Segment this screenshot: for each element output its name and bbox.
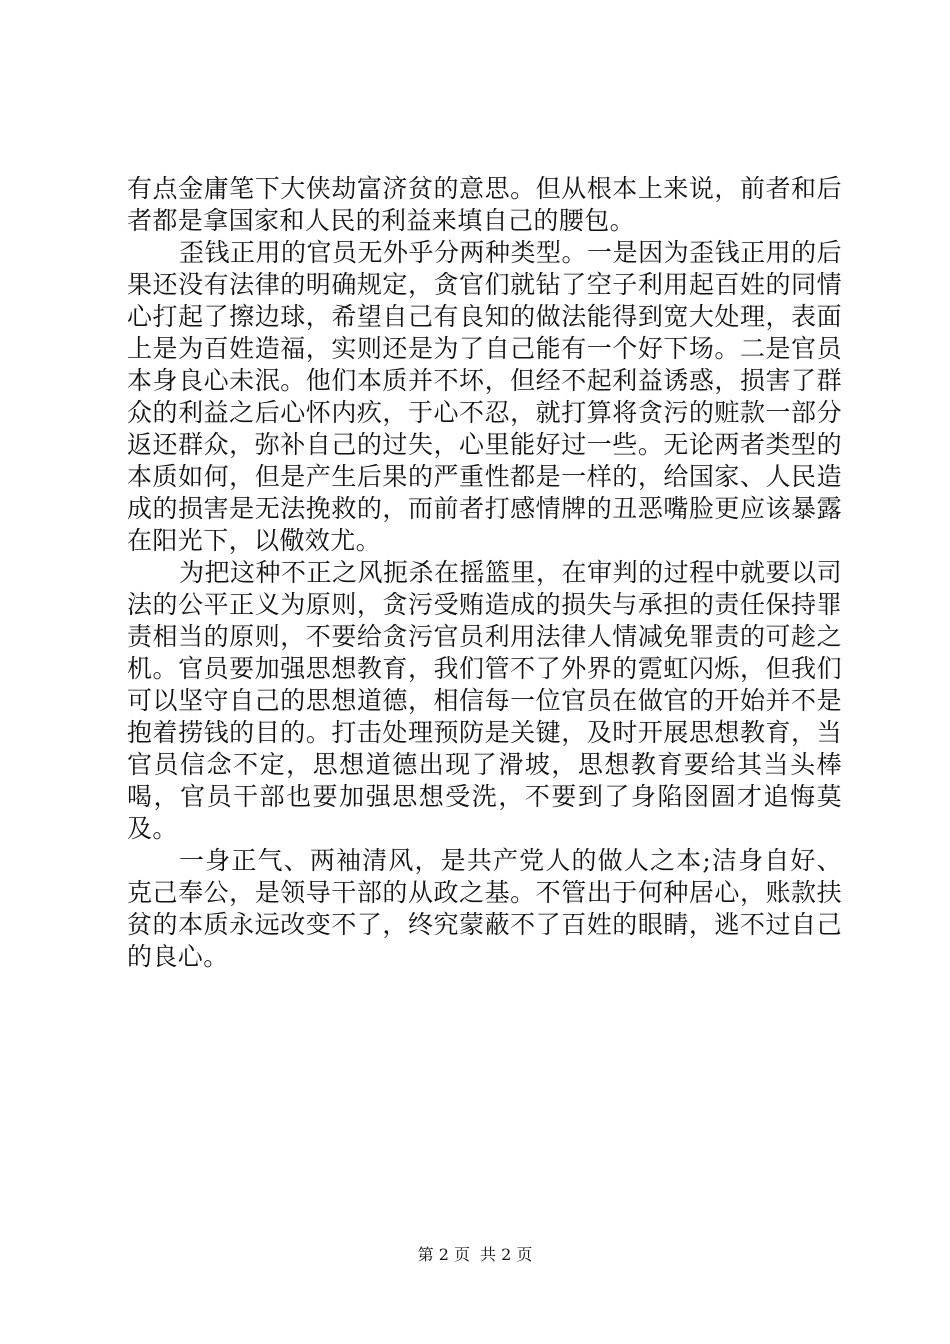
document-body bbox=[127, 173, 842, 973]
page-number: 第 2 页 bbox=[417, 1245, 470, 1264]
paragraph-4: 一身正气、两袖清风，是共产党人的做人之本;洁身自好、克己奉公，是领导干部的从政之基。不管出于何种居心，账款扶贫的本质永远改变不了，终究蒙蔽不了百姓的眼睛，逃不过自己的良心。 bbox=[127, 846, 842, 971]
paragraph-1: 有点金庸笔下大侠劫富济贫的意思。但从根本上来说，前者和后者都是拿国家和人民的利益来填自己的腰包。 bbox=[127, 174, 842, 235]
page-total: 共 2 页 bbox=[480, 1245, 533, 1264]
paragraph-2: 歪钱正用的官员无外乎分两种类型。一是因为歪钱正用的后果还没有法律的明确规定，贪官们就钻了空子利用起百姓的同情心打起了擦边球，希望自己有良知的做法能得到宽大处理，表面上是为百姓造福，实则还是为了自己能有一个好下场。二是官员本身良心未泯。他们本质并不坏，但经不起利益诱惑，损害了群众的利益之后心怀内疚，于心不忍，就打算将贪污的赃款一部分返还群众，弥补自己的过失，心里能好过一些。无论两者类型的本质如何，但是产生后果的严重性都是一样的，给国家、人民造成的损害是无法挽救的，而前者打感情牌的丑恶嘴脸更应该暴露在阳光下，以儆效尤。 bbox=[127, 238, 842, 555]
page-footer bbox=[0, 1245, 950, 1265]
paragraph-3: 为把这种不正之风扼杀在摇篮里，在审判的过程中就要以司法的公平正义为原则，贪污受贿造成的损失与承担的责任保持罪责相当的原则，不要给贪污官员利用法律人情减免罪责的可趁之机。官员要加强思想教育，我们管不了外界的霓虹闪烁，但我们可以坚守自己的思想道德，相信每一位官员在做官的开始并不是抱着捞钱的目的。打击处理预防是关键，及时开展思想教育，当官员信念不定，思想道德出现了滑坡，思想教育要给其当头棒喝，官员干部也要加强思想受洗，不要到了身陷囹圄才追悔莫及。 bbox=[127, 558, 842, 843]
